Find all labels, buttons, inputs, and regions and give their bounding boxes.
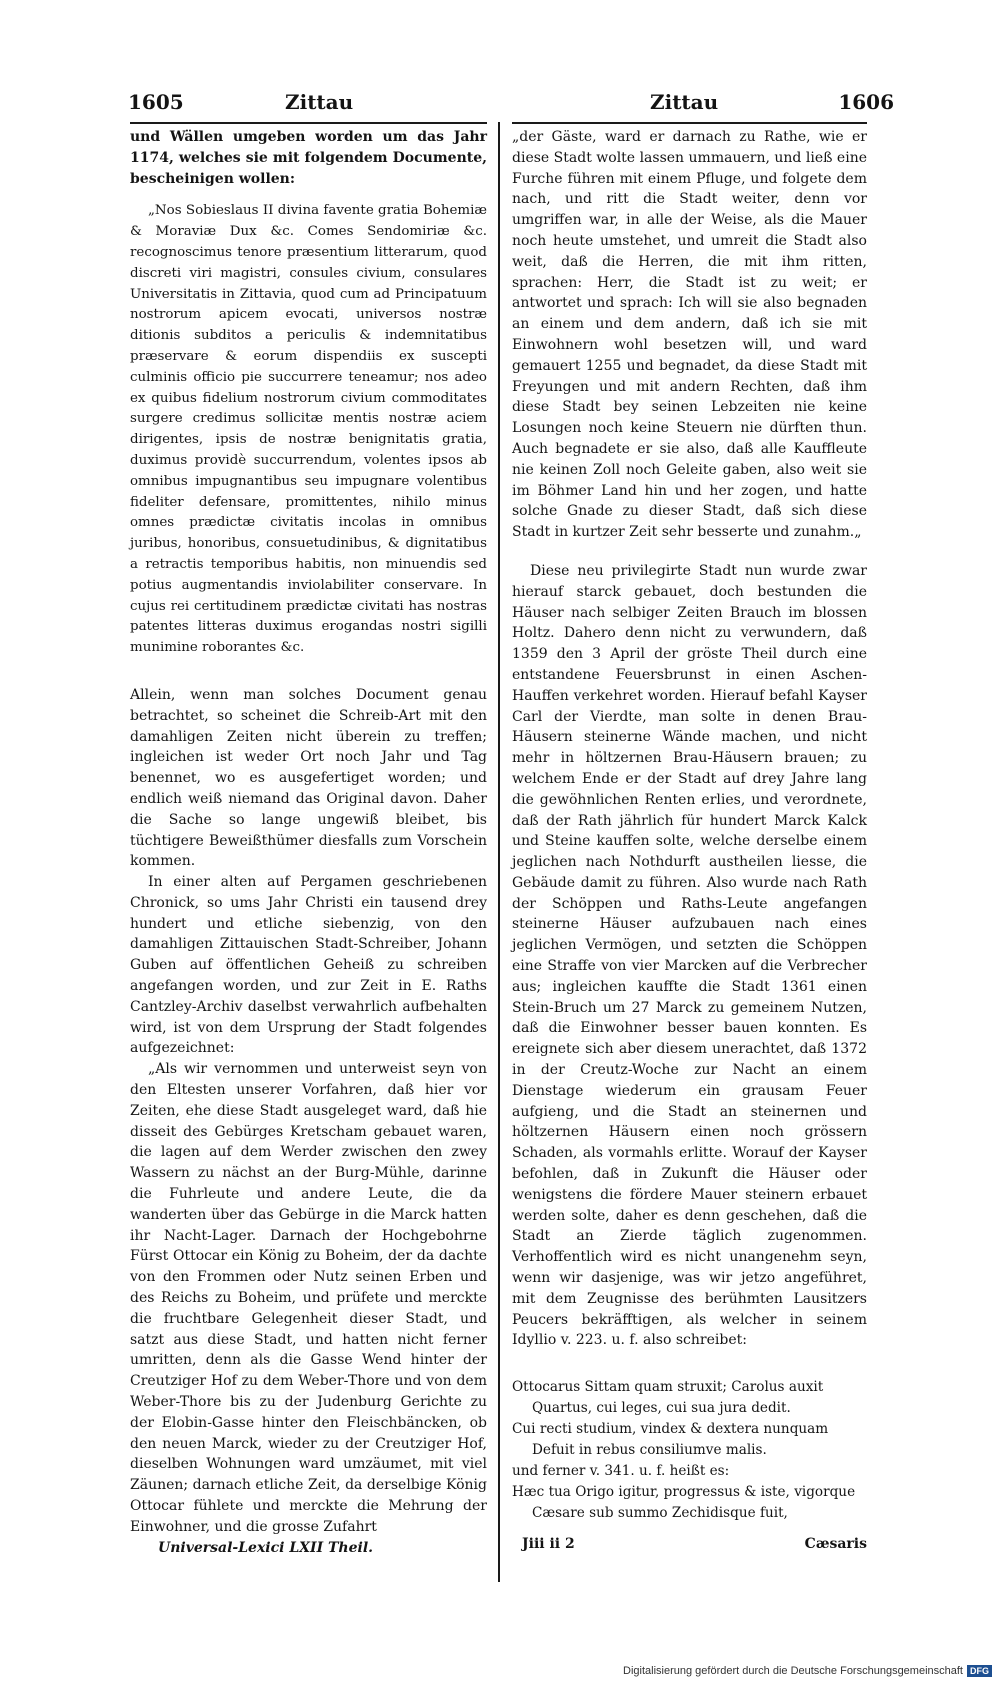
dfg-logo: DFG <box>967 1665 992 1677</box>
verse-line: Ottocarus Sittam quam struxit; Carolus auxit <box>512 1379 824 1396</box>
catchword: Cæsaris <box>804 1536 867 1553</box>
verse-line: Cui recti studium, vindex & dextera nunquam <box>512 1421 829 1438</box>
running-head-left: Zittau <box>285 90 354 114</box>
left-column <box>130 127 487 1556</box>
right-column <box>512 127 867 1552</box>
verse-transition: und ferner v. 341. u. f. heißt es: <box>512 1463 730 1480</box>
verse-line: Hæc tua Origo igitur, progressus & iste, vigorque <box>512 1484 856 1501</box>
right-paragraph-privilegirte: Diese neu privilegirte Stadt nun wurde zwar hierauf starck gebauet, doch bestunden die Häuser nach selbiger Zeiten Brauch im blossen Holtz. Dahero denn nicht zu verwundern, daß 1359 den 3 April der gröste Theil durch eine entstandene Feuersbrunst in einen Aschen-Hauffen verkehret worden. Hierauf befahl Kayser Carl der Vierdte, man solte in denen Brau-Häusern steinerne Wände machen, und nicht mehr in höltzernen Brau-Häusern brauen; zu welchem Ende er der Stadt auf drey Jahre lang die gewöhnlichen Renten erlies, und verordnete, daß der Rath jährlich für hundert Marck Kalck und Steine kauffen solte, welche derselbe einem jeglichen nach Nothdurft austheilen liesse, die Gebäude damit zu führen. Also wurde nach Rath der Schöppen und Raths-Leute angefangen steinerne Häuser aufzubauen nach eines jeglichen Vermögen, und setzten die Schöppen eine Straffe von vier Marcken auf die Verbrecher aus; ingleichen kauffte die Stadt 1361 einen Stein-Bruch um 27 Marck zu gemeinem Nutzen, daß die Einwohner besser bauen konnten. Es ereignete sich aber diesem unerachtet, daß 1372 in der Creutz-Woche zur Nacht an einem Dienstage wiederum ein grausam Feuer aufgieng, und die Stadt an steinernen und höltzernen Häusern einen noch grössern Schaden, als vormahls erlitte. Worauf der Kayser befohlen, daß in Zukunft die Häuser oder wenigstens die fördere Mauer steinern erbauet werden solte, daher es denn geschehen, daß die Stadt an Zierde täglich zugenommen. Verhoffentlich wird es nicht unangenehm seyn, wenn wir dasjenige, was wir jetzo angeführet, mit dem Zeugnisse des berühmten Lausitzers Peucers bekräfftigen, als welcher in seinem Idyllio v. 223. u. f. also schreibet: <box>512 562 867 1349</box>
column-divider <box>498 122 500 1582</box>
latin-charter: „Nos Sobieslaus II divina favente gratia Bohemiæ & Moraviæ Dux &c. Comes Sendomiriæ &c. recognoscimus tenore præsentium litterarum, quod discreti viri magistri, consules civium, consulares Universitatis in Zittavia, quod cum ad Principatuum nostrorum apicem evocati, universos nostræ ditionis subditos a periculis & indemnitatibus præservare & eorum dispendiis ex suscepti culminis officio pie succurrere teneamur; nos adeo ex quibus fidelium nostrorum civium commoditates surgere credimus sollicitæ mentis nostræ aciem dirigentes, ipsis de nostræ benignitatis gratia, duximus providè succurrendum, volentes ipsos ab omnibus impugnantibus seu impugnare volentibus fideliter defensare, promittentes, nihilo minus omnes prædictæ civitatis incolas in omnibus juribus, honoribus, consuetudinibus, & dignitatibus a retractis temporibus habitis, non minuendis sed potius augmentandis inviolabiliter conservare. In cujus rei certitudinem prædictæ civitati has nostras patentes litteras duximus erogandas nostri sigilli munimine roborantes &c. <box>130 203 487 656</box>
left-paragraph-chronick: In einer alten auf Pergamen geschriebenen Chronick, so ums Jahr Christi ein tausend drey hundert und etliche siebenzig, von den damahligen Zittauischen Stadt-Schreiber, Johann Guben auf öffentlichen Geheiß zu schreiben angefangen worden, und zur Zeit in E. Raths Cantzley-Archiv daselbst verwahrlich aufbehalten wird, ist von dem Ursprung der Stadt folgendes aufgezeichnet: <box>130 874 487 1057</box>
left-paragraph-quote: „Als wir vernommen und unterweist seyn von den Eltesten unserer Vorfahren, daß hier vor Zeiten, ehe diese Stadt ausgeleget ward, daß hie disseit des Gebürges Kretscham gebauet waren, die lagen auf dem Werder zwischen den zwey Wassern zu nächst an der Burg-Mühle, darinne die Fuhrleute und andere Leute, die da wanderten über das Gebürge in die Marck hatten ihr Nacht-Lager. Darnach der Hochgebohrne Fürst Ottocar ein König zu Boheim, der da dachte von den Frommen oder Nutz seinen Erben und des Reichs zu Boheim, und prüfete und merckte die fruchtbare Gelegenheit dieser Stadt, und satzt aus diese Stadt, und hatten nicht ferner umritten, denn als die Gasse Wend hinter der Creutziger Hof zu dem Weber-Thore und von dem Weber-Thore bis zu der Judenburg Gerichte zu der Elobin-Gasse hinter den Fleischbäncken, ob den neuen Marck, wieder zu der Creutziger Hof, dieselben Wohnungen ward umzäumet, mit viel Zäunen; darnach etliche Zeit, da derselbige König Ottocar fühlete und merckte die Mehrung der Einwohner, und die grosse Zufahrt <box>130 1061 487 1535</box>
page-number-right: 1606 <box>838 90 894 114</box>
verse-line: Quartus, cui leges, cui sua jura dedit. <box>532 1400 791 1417</box>
signature-mark: Jiii ii 2 <box>522 1536 575 1553</box>
left-paragraph-intro: und Wällen umgeben worden um das Jahr 1174, welches sie mit folgendem Documente, bescheinigen wollen: <box>130 129 487 187</box>
digitization-credit <box>623 1665 992 1677</box>
header-rule-right <box>512 122 867 124</box>
right-signature-line <box>512 1536 867 1552</box>
verse-line: Defuit in rebus consiliumve malis. <box>532 1442 767 1459</box>
page-number-left: 1605 <box>128 90 184 114</box>
right-paragraph-quote-cont: „der Gäste, ward er darnach zu Rathe, wie er diese Stadt wolte lassen ummauern, und ließ eine Furche führen mit einem Pfluge, und folgete dem nach, und ritt die Stadt weiter, denn vor umgriffen war, in alle der Weise, als die Mauer noch heute umstehet, und umreit die Stadt also weit, daß die Herren, die mit ihm ritten, sprachen: Herr, die Stadt ist zu weit; er antwortet und sprach: Ich will sie also begnaden an einem und dem andern, daß ich sie mit Einwohnern wohl besetzen will, und ward gemauert 1255 und begnadet, da diese Stadt mit Freyungen und mit andern Rechten, daß ihm diese Stadt bey seinen Lebzeiten nie keine Losungen noch keine Steuern nie dürften thun. Auch begnadete er sie also, daß alle Kauffleute nie keinen Zoll noch Geleite gaben, also weit sie im Böhmer Land hin und her zogen, und hatte solche Gnade zu dieser Stadt, daß sich diese Stadt in kurtzer Zeit sehr besserte und zunahm.„ <box>512 129 867 541</box>
latin-verse-1 <box>512 1377 867 1524</box>
credit-text: Digitalisierung gefördert durch die Deutsche Forschungsgemeinschaft <box>623 1665 963 1677</box>
verse-line: Cæsare sub summo Zechidisque fuit, <box>532 1505 788 1522</box>
left-signature-line: Universal-Lexici LXII Theil. <box>158 1539 374 1556</box>
header-rule-left <box>130 122 487 124</box>
running-head-right: Zittau <box>650 90 719 114</box>
left-paragraph-allein: Allein, wenn man solches Document genau betrachtet, so scheinet die Schreib-Art mit den damahligen Zeiten nicht überein zu treffen; ingleichen ist weder Ort noch Jahr und Tag benennet, wo es ausgefertiget worden; und endlich weiß niemand das Original davon. Daher die Sache so lange ungewiß bleibet, bis tüchtigere Beweißthümer diesfalls zum Vorschein kommen. <box>130 686 487 870</box>
